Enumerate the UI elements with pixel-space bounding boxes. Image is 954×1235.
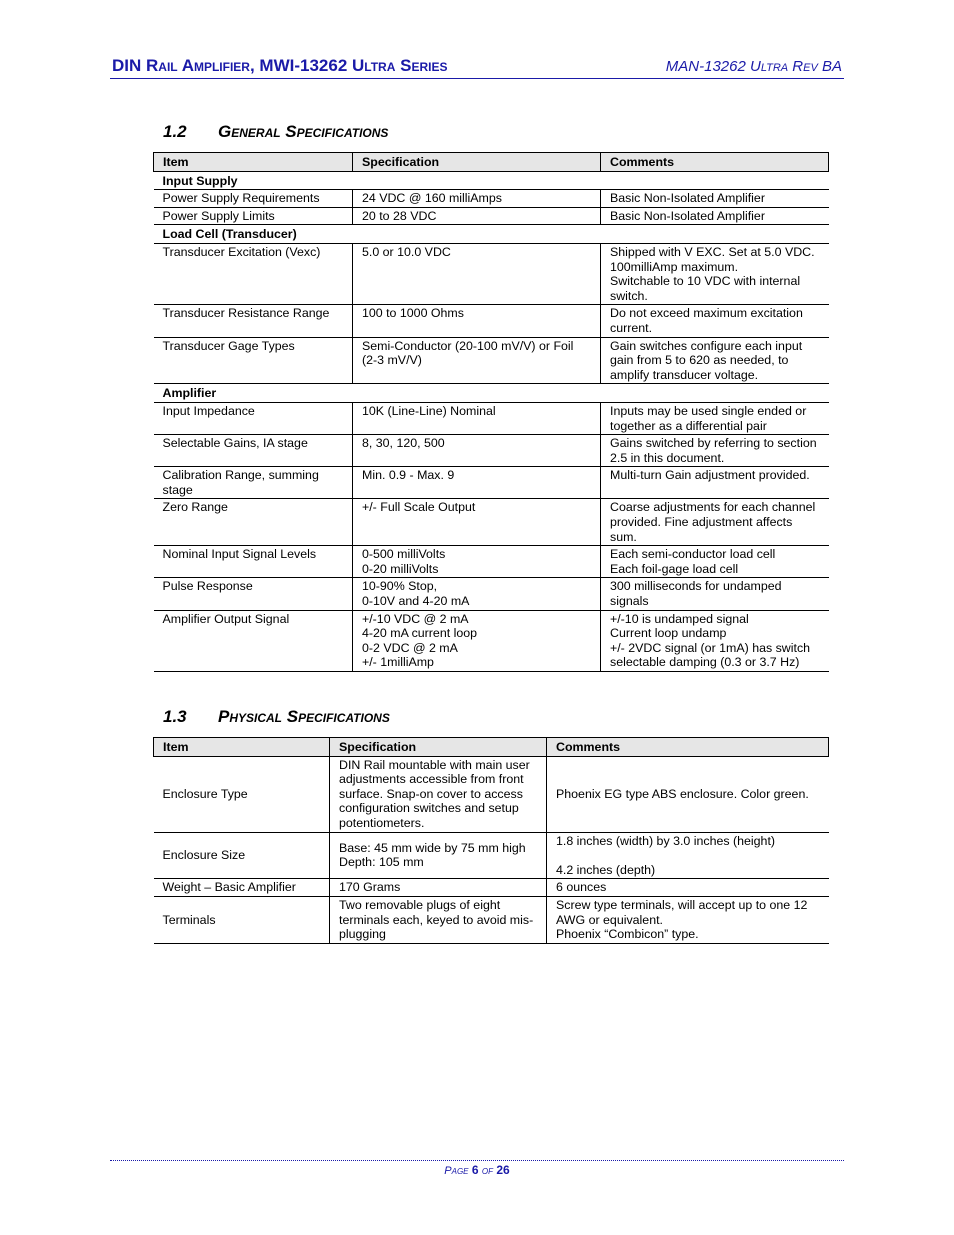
comment-cell: 6 ounces	[547, 879, 829, 897]
spec-cell: 10K (Line-Line) Nominal	[353, 402, 601, 434]
spec-cell: DIN Rail mountable with main user adjustments accessible from front surface. Snap-on cover to access configuration switches and setup potentiometers.	[330, 756, 547, 832]
table-row	[154, 578, 829, 610]
spec-cell: Semi-Conductor (20-100 mV/V) or Foil (2-3 mV/V)	[353, 337, 601, 384]
comment-cell: Inputs may be used single ended or together as a differential pair	[601, 402, 829, 434]
item-cell: Power Supply Requirements	[154, 190, 353, 208]
group-row	[154, 384, 829, 403]
table-row	[154, 610, 829, 671]
spec-cell: 100 to 1000 Ohms	[353, 305, 601, 337]
table-row	[154, 879, 829, 897]
comment-cell: Screw type terminals, will accept up to one 12 AWG or equivalent. Phoenix “Combicon” type.	[547, 896, 829, 943]
spec-cell: 20 to 28 VDC	[353, 207, 601, 225]
table-row	[154, 435, 829, 467]
item-cell: Input Impedance	[154, 402, 353, 434]
item-cell: Transducer Resistance Range	[154, 305, 353, 337]
table-header-row	[154, 153, 829, 172]
section-number: 1.2	[163, 122, 187, 141]
table-row	[154, 190, 829, 208]
comment-cell: Basic Non-Isolated Amplifier	[601, 190, 829, 208]
table-row	[154, 896, 829, 943]
spec-cell: 0-500 milliVolts 0-20 milliVolts	[353, 546, 601, 578]
item-cell: Calibration Range, summing stage	[154, 467, 353, 499]
comment-cell: 1.8 inches (width) by 3.0 inches (height) 4.2 inches (depth)	[547, 832, 829, 879]
table-row	[154, 546, 829, 578]
physical-specifications-table	[153, 737, 829, 944]
spec-cell: +/-10 VDC @ 2 mA 4-20 mA current loop 0-2 VDC @ 2 mA +/- 1milliAmp	[353, 610, 601, 671]
page-footer	[0, 1163, 954, 1177]
column-header: Comments	[547, 738, 829, 757]
comment-cell: +/-10 is undamped signal Current loop undamp +/- 2VDC signal (or 1mA) has switch selectable damping (0.3 or 3.7 Hz)	[601, 610, 829, 671]
section-heading-general	[163, 122, 388, 142]
comment-cell: Each semi-conductor load cell Each foil-gage load cell	[601, 546, 829, 578]
table-row	[154, 207, 829, 225]
comment-cell: Shipped with V EXC. Set at 5.0 VDC. 100milliAmp maximum. Switchable to 10 VDC with internal switch.	[601, 243, 829, 304]
comment-cell: Do not exceed maximum excitation current.	[601, 305, 829, 337]
column-header: Specification	[330, 738, 547, 757]
spec-cell: 5.0 or 10.0 VDC	[353, 243, 601, 304]
document-title: DIN Rail Amplifier, MWI-13262 Ultra Series	[112, 56, 448, 75]
comment-cell: Multi-turn Gain adjustment provided.	[601, 467, 829, 499]
item-cell: Enclosure Type	[154, 756, 330, 832]
group-label: Input Supply	[154, 171, 829, 190]
item-cell: Transducer Excitation (Vexc)	[154, 243, 353, 304]
column-header: Item	[154, 738, 330, 757]
spec-cell: +/- Full Scale Output	[353, 499, 601, 546]
section-title: General Specifications	[218, 122, 389, 141]
item-cell: Weight – Basic Amplifier	[154, 879, 330, 897]
comment-cell: Gain switches configure each input gain from 5 to 620 as needed, to amplify transducer voltage.	[601, 337, 829, 384]
spec-cell: 170 Grams	[330, 879, 547, 897]
spec-cell: Two removable plugs of eight terminals each, keyed to avoid mis-plugging	[330, 896, 547, 943]
group-row	[154, 225, 829, 244]
section-title: Physical Specifications	[218, 707, 390, 726]
table-row	[154, 337, 829, 384]
table-row	[154, 402, 829, 434]
table-row	[154, 305, 829, 337]
item-cell: Terminals	[154, 896, 330, 943]
spec-cell: 10-90% Stop, 0-10V and 4-20 mA	[353, 578, 601, 610]
item-cell: Nominal Input Signal Levels	[154, 546, 353, 578]
table-row	[154, 499, 829, 546]
table-row	[154, 467, 829, 499]
comment-cell: Coarse adjustments for each channel provided. Fine adjustment affects sum.	[601, 499, 829, 546]
total-pages: 26	[496, 1163, 510, 1177]
page-header	[110, 54, 844, 79]
page-label: Page	[444, 1165, 469, 1177]
comment-cell: 300 milliseconds for undamped signals	[601, 578, 829, 610]
item-cell: Zero Range	[154, 499, 353, 546]
table-row	[154, 832, 829, 879]
page-number: 6	[471, 1163, 479, 1177]
item-cell: Enclosure Size	[154, 832, 330, 879]
column-header: Specification	[353, 153, 601, 172]
table-row	[154, 243, 829, 304]
general-specifications-table	[153, 152, 829, 672]
spec-cell: Min. 0.9 - Max. 9	[353, 467, 601, 499]
group-label: Load Cell (Transducer)	[154, 225, 829, 244]
spec-cell: 8, 30, 120, 500	[353, 435, 601, 467]
column-header: Item	[154, 153, 353, 172]
section-number: 1.3	[163, 707, 187, 726]
comment-cell: Phoenix EG type ABS enclosure. Color green.	[547, 756, 829, 832]
footer-divider	[110, 1160, 844, 1161]
item-cell: Power Supply Limits	[154, 207, 353, 225]
spec-cell: 24 VDC @ 160 milliAmps	[353, 190, 601, 208]
group-row	[154, 171, 829, 190]
item-cell: Amplifier Output Signal	[154, 610, 353, 671]
group-label: Amplifier	[154, 384, 829, 403]
table-header-row	[154, 738, 829, 757]
column-header: Comments	[601, 153, 829, 172]
document-reference: MAN-13262 Ultra Rev BA	[665, 58, 842, 75]
item-cell: Transducer Gage Types	[154, 337, 353, 384]
of-label: of	[481, 1165, 493, 1177]
comment-cell: Basic Non-Isolated Amplifier	[601, 207, 829, 225]
section-heading-physical	[163, 707, 390, 727]
item-cell: Pulse Response	[154, 578, 353, 610]
comment-cell: Gains switched by referring to section 2.5 in this document.	[601, 435, 829, 467]
table-row	[154, 756, 829, 832]
item-cell: Selectable Gains, IA stage	[154, 435, 353, 467]
spec-cell: Base: 45 mm wide by 75 mm high Depth: 105 mm	[330, 832, 547, 879]
